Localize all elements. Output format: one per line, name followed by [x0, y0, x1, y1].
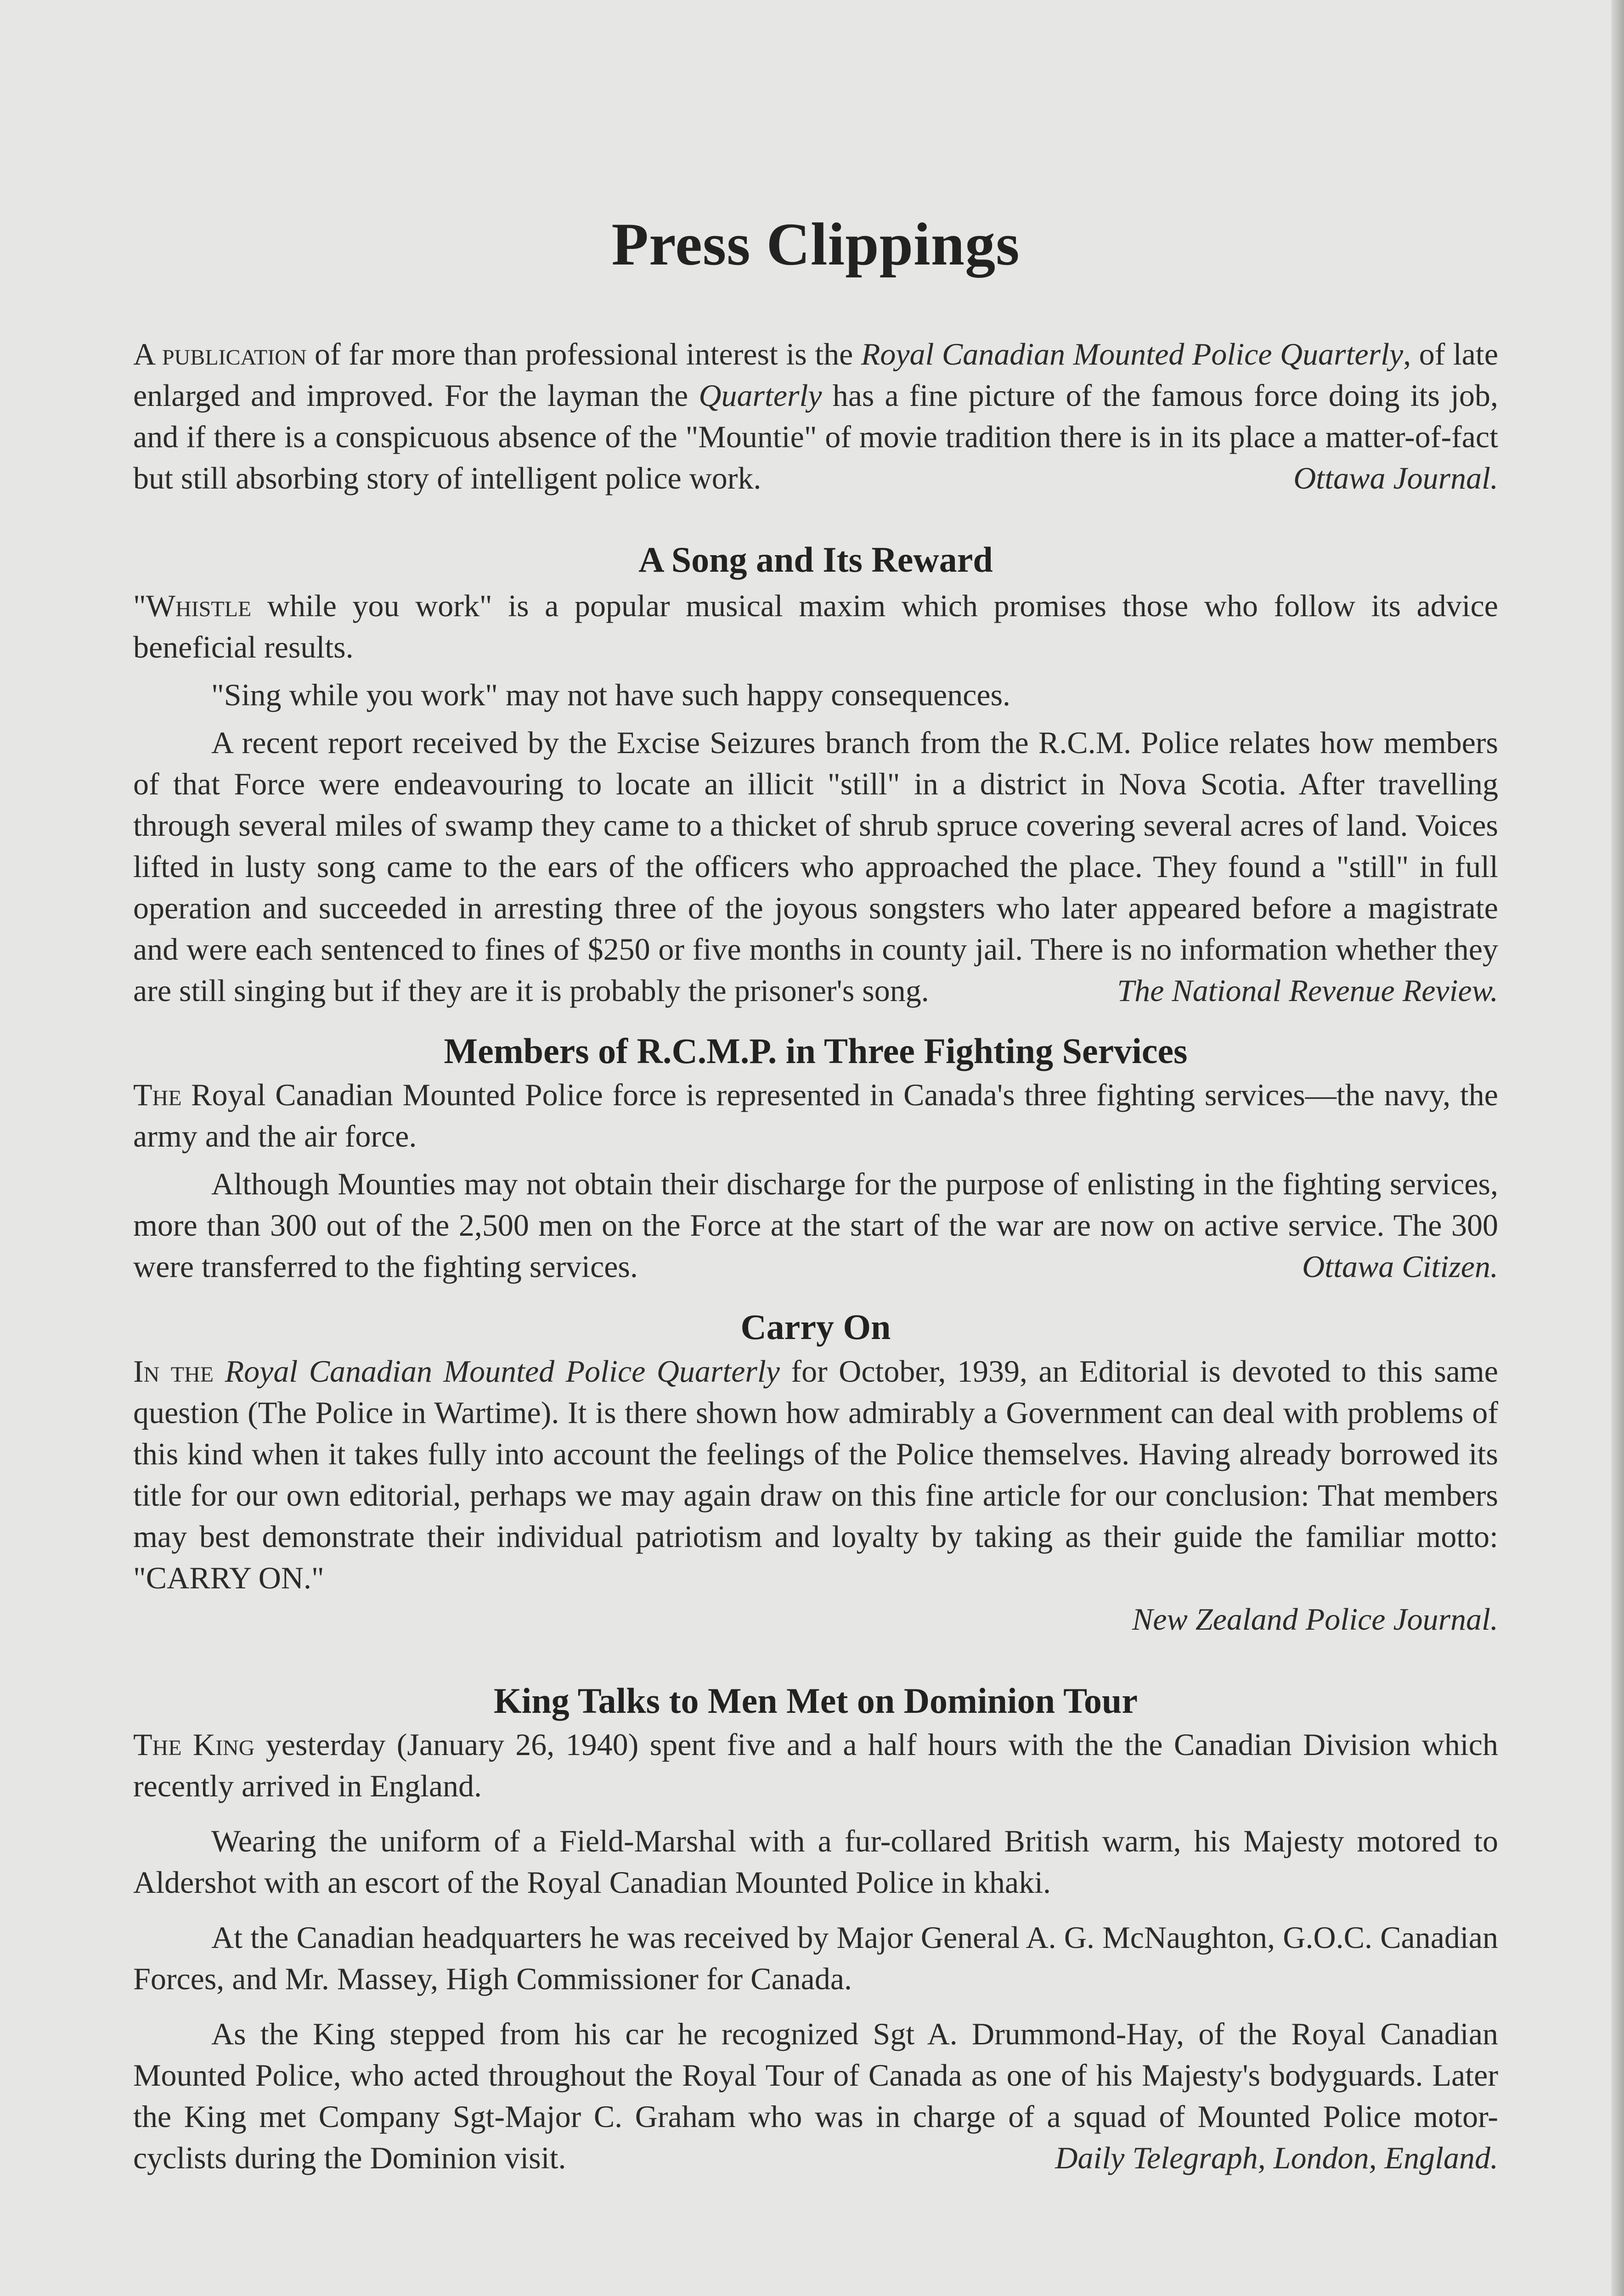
section-heading: Carry On — [740, 1307, 891, 1347]
paragraph: At the Canadian headquarters he was received by Major General A. G. McNaughton, G.O.C. Canadian Forces, and Mr. Massey, High Commissioner for Canada. — [133, 1920, 1498, 1997]
publication-title: Royal Canadian Mounted Police Quarterly — [225, 1353, 780, 1389]
lead-in: The King — [133, 1727, 255, 1762]
clipping-song — [133, 538, 1498, 1011]
publication-title: Quarterly — [699, 378, 822, 413]
lead-in: A publication — [133, 337, 307, 371]
paragraph: The Royal Canadian Mounted Police force is represented in Canada's three fighting services—the navy, the army and the air force. — [133, 1077, 1498, 1154]
paragraph: Wearing the uniform of a Field-Marshal with a fur-collared British warm, his Majesty motored to Aldershot with an escort of the Royal Canadian Mounted Police in khaki. — [133, 1823, 1498, 1900]
clipping-rcmp — [133, 1030, 1498, 1288]
page-binding-edge — [1611, 0, 1624, 2296]
source-attribution: Ottawa Journal. — [1293, 461, 1498, 495]
source-attribution: The National Revenue Review. — [1117, 973, 1498, 1008]
section-heading: King Talks to Men Met on Dominion Tour — [493, 1680, 1138, 1721]
section-heading: A Song and Its Reward — [638, 540, 993, 580]
lead-in: In the — [133, 1353, 214, 1389]
source-attribution: New Zealand Police Journal. — [1132, 1601, 1498, 1637]
section-heading: Members of R.C.M.P. in Three Fighting Services — [444, 1030, 1188, 1071]
paragraph: "Whistle while you work" is a popular musical maxim which promises those who follow its advice beneficial results. — [133, 588, 1498, 664]
paragraph: Although Mounties may not obtain their discharge for the purpose of enlisting in the fighting services, more than 300 out of the 2,500 men on the Force at the start of the war are now on active service. The 300 were transferred to the fighting services. Ottawa Citizen. — [133, 1163, 1498, 1287]
paragraph: The King yesterday (January 26, 1940) spent five and a half hours with the the Canadian Division which recently arrived in England. — [133, 1727, 1498, 1804]
lead-in: "Whistle — [133, 588, 252, 623]
clipping-king — [133, 1679, 1498, 2179]
paragraph: In the Royal Canadian Mounted Police Quarterly for October, 1939, an Editorial is devoted to this same question (The Police in Wartime). It is there shown how admirably a Government can deal with problems of this kind when it takes fully into account the feelings of the Police themselves. Having already borrowed its title for our own editorial, perhaps we may again draw on this fine article for our conclusion: That members may best demonstrate their individual patriotism and loyalty by taking as their guide the familiar motto: "CARRY ON." — [133, 1353, 1498, 1595]
article-column — [133, 209, 1498, 2178]
lead-in: The — [133, 1077, 182, 1113]
paragraph: A publication of far more than professional interest is the Royal Canadian Mounted Police Quarterly, of late enlarged and improved. For the layman the Quarterly has a fine picture of the famous force doing its job, and if there is a conspicuous absence of the "Mountie" of movie tradition there is in its place a matter-of-fact but still absorbing story of intelligent police work. Ottawa Journal. — [133, 333, 1498, 499]
paragraph: A recent report received by the Excise Seizures branch from the R.C.M. Police relates how members of that Force were endeavouring to locate an illicit "still" in a district in Nova Scotia. After travelling through several miles of swamp they came to a thicket of shrub spruce covering several acres of land. Voices lifted in lusty song came to the ears of the officers who approached the place. They found a "still" in full operation and succeeded in arresting three of the joyous songsters who later appeared before a magistrate and were each sentenced to fines of $250 or five months in county jail. There is no information whether they are still singing but if they are it is probably the prisoner's song. The National Revenue Review. — [133, 722, 1498, 1011]
clipping-intro — [133, 333, 1498, 499]
source-attribution: Daily Telegraph, London, England. — [1055, 2140, 1498, 2176]
clipping-carry-on — [133, 1306, 1498, 1640]
paragraph: As the King stepped from his car he recognized Sgt A. Drummond-Hay, of the Royal Canadian Mounted Police, who acted throughout the Royal Tour of Canada as one of his Majesty's bodyguards. Later the King met Company Sgt-Major C. Graham who was in charge of a squad of Mounted Police motor-cyclists during the Dominion visit. Daily Telegraph, London, England. — [133, 2013, 1498, 2178]
publication-title: Royal Canadian Mounted Police Quarterly — [861, 337, 1404, 371]
source-attribution: Ottawa Citizen. — [1302, 1249, 1498, 1284]
page-title: Press Clippings — [611, 210, 1020, 278]
paragraph: "Sing while you work" may not have such happy consequences. — [211, 677, 1011, 712]
